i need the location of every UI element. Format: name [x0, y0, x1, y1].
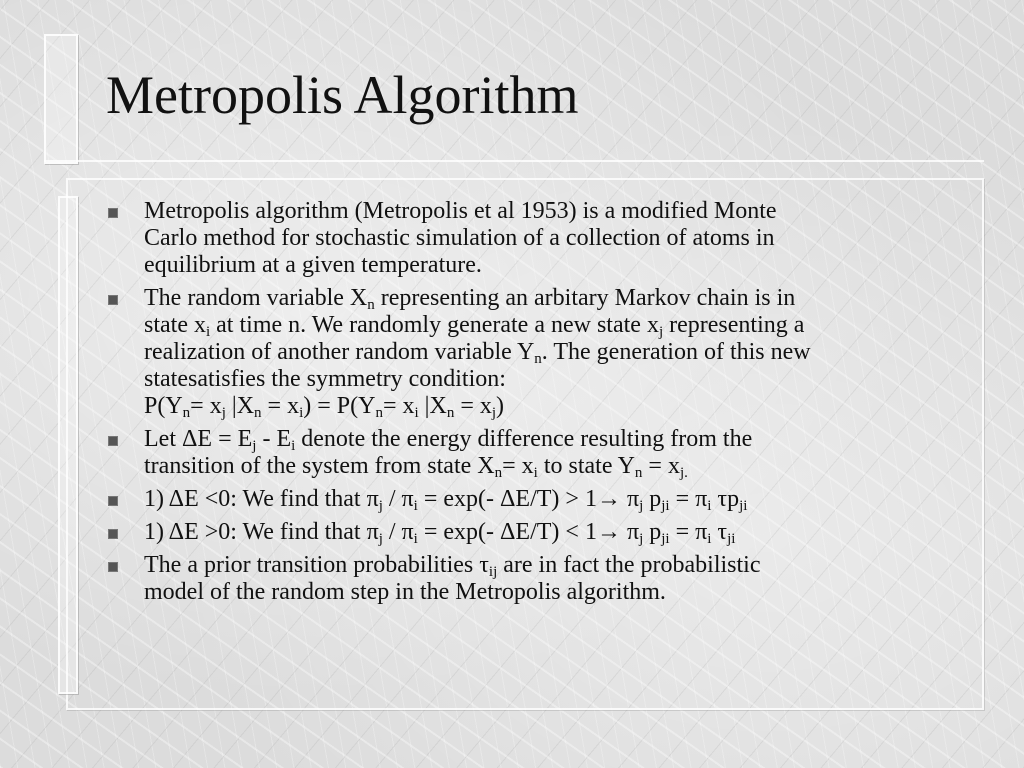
text-run: equilibrium at a given temperature. [144, 252, 482, 278]
bullet-line [144, 393, 904, 420]
text-run: = x [190, 393, 222, 419]
square-bullet-icon [108, 295, 118, 305]
text-run: = π [669, 486, 708, 512]
square-bullet-icon [108, 208, 118, 218]
subscript: n [494, 465, 503, 481]
text-run: realization of another random variable Y [144, 339, 535, 365]
text-run: denote the energy difference resulting from the [295, 426, 753, 452]
bullet-line [144, 426, 904, 453]
bullet-line [144, 366, 904, 393]
subscript: i [707, 498, 712, 514]
text-run: representing a [663, 312, 805, 338]
text-run: = x [261, 393, 300, 419]
text-run: τp [711, 486, 740, 512]
text-run: |X [418, 393, 447, 419]
subscript: i [299, 405, 304, 421]
text-run: state x [144, 312, 206, 338]
subscript: i [205, 324, 211, 340]
text-run: / π [382, 519, 414, 545]
subscript: j [252, 438, 257, 454]
text-run: representing an arbitary Markov chain is in [374, 285, 796, 311]
square-bullet-icon [108, 562, 118, 572]
text-run: ) = P(Y [303, 393, 376, 419]
bullet-intro [104, 198, 904, 279]
text-run: The a prior transition probabilities τ [144, 552, 489, 578]
text-run: are in fact the probabilistic [497, 552, 761, 578]
square-bullet-icon [108, 436, 118, 446]
bullet-prior-transition [104, 552, 904, 606]
text-run: P(Y [144, 393, 183, 419]
bullet-random-variable [104, 285, 904, 420]
text-run: |X [225, 393, 255, 419]
bullet-line [144, 486, 904, 513]
text-run: Carlo method for stochastic simulation of a collection of atoms in [144, 225, 775, 251]
text-run: = x [454, 393, 492, 419]
text-run: at time n. We randomly generate a new state x [210, 312, 659, 338]
title-frame-tab [44, 34, 78, 164]
bullet-line [144, 579, 904, 606]
text-run: = π [669, 519, 708, 545]
subscript: j [378, 531, 383, 547]
subscript: ji [661, 498, 670, 514]
text-run: 1) ΔE >0: We find that π [144, 519, 379, 545]
subscript: j [221, 405, 226, 421]
subscript: n [534, 351, 542, 367]
text-run: p [643, 519, 662, 545]
subscript: j [491, 405, 497, 421]
text-run: = x [642, 453, 680, 479]
text-run: = x [502, 453, 534, 479]
bullet-line [144, 519, 904, 546]
subscript: n [634, 465, 643, 481]
text-run: model of the random step in the Metropolis algorithm. [144, 579, 666, 605]
text-run: = x [382, 393, 415, 419]
subscript: i [291, 438, 296, 454]
subscript: i [707, 531, 712, 547]
subscript: j [639, 498, 644, 514]
text-run: to state Y [537, 453, 635, 479]
text-run: The random variable X [144, 285, 368, 311]
text-run: - E [256, 426, 292, 452]
bullet-list [104, 198, 904, 612]
bullet-line [144, 339, 904, 366]
text-run: Let ΔE = E [144, 426, 253, 452]
subscript: j [639, 531, 644, 547]
text-run: statesatisfies the symmetry condition: [144, 366, 506, 392]
square-bullet-icon [108, 529, 118, 539]
subscript: i [413, 531, 418, 547]
subscript: ji [739, 498, 748, 514]
bullet-line [144, 312, 904, 339]
text-run: 1) ΔE <0: We find that π [144, 486, 379, 512]
text-run: ) [496, 393, 505, 419]
subscript: n [367, 297, 375, 313]
bullet-line [144, 225, 904, 252]
subscript: n [446, 405, 455, 421]
text-run: transition of the system from state X [144, 453, 495, 479]
text-run: = exp(- ΔE/T) < 1→ π [417, 519, 640, 545]
title-divider [44, 160, 984, 162]
text-run: / π [382, 486, 414, 512]
slide-title: Metropolis Algorithm [106, 65, 579, 125]
bullet-line [144, 198, 904, 225]
subscript: j [658, 324, 664, 340]
subscript: n [182, 405, 191, 421]
bullet-case-positive [104, 519, 904, 546]
bullet-case-negative [104, 486, 904, 513]
subscript: ji [727, 531, 736, 547]
bullet-line [144, 285, 904, 312]
bullet-line [144, 252, 904, 279]
text-run: p [643, 486, 662, 512]
text-run: . The generation of this new [541, 339, 811, 365]
bullet-line [144, 453, 904, 480]
bullet-energy-difference [104, 426, 904, 480]
subscript: j. [679, 465, 688, 481]
text-run: = exp(- ΔE/T) > 1→ π [417, 486, 640, 512]
subscript: ji [661, 531, 670, 547]
body-frame-tab [58, 196, 78, 694]
subscript: n [375, 405, 383, 421]
square-bullet-icon [108, 496, 118, 506]
subscript: n [254, 405, 262, 421]
text-run: Metropolis algorithm (Metropolis et al 1953) is a modified Monte [144, 198, 777, 224]
bullet-line [144, 552, 904, 579]
subscript: ij [488, 564, 498, 580]
subscript: i [533, 465, 538, 481]
subscript: i [413, 498, 418, 514]
text-run: τ [711, 519, 728, 545]
subscript: i [414, 405, 419, 421]
subscript: j [378, 498, 383, 514]
